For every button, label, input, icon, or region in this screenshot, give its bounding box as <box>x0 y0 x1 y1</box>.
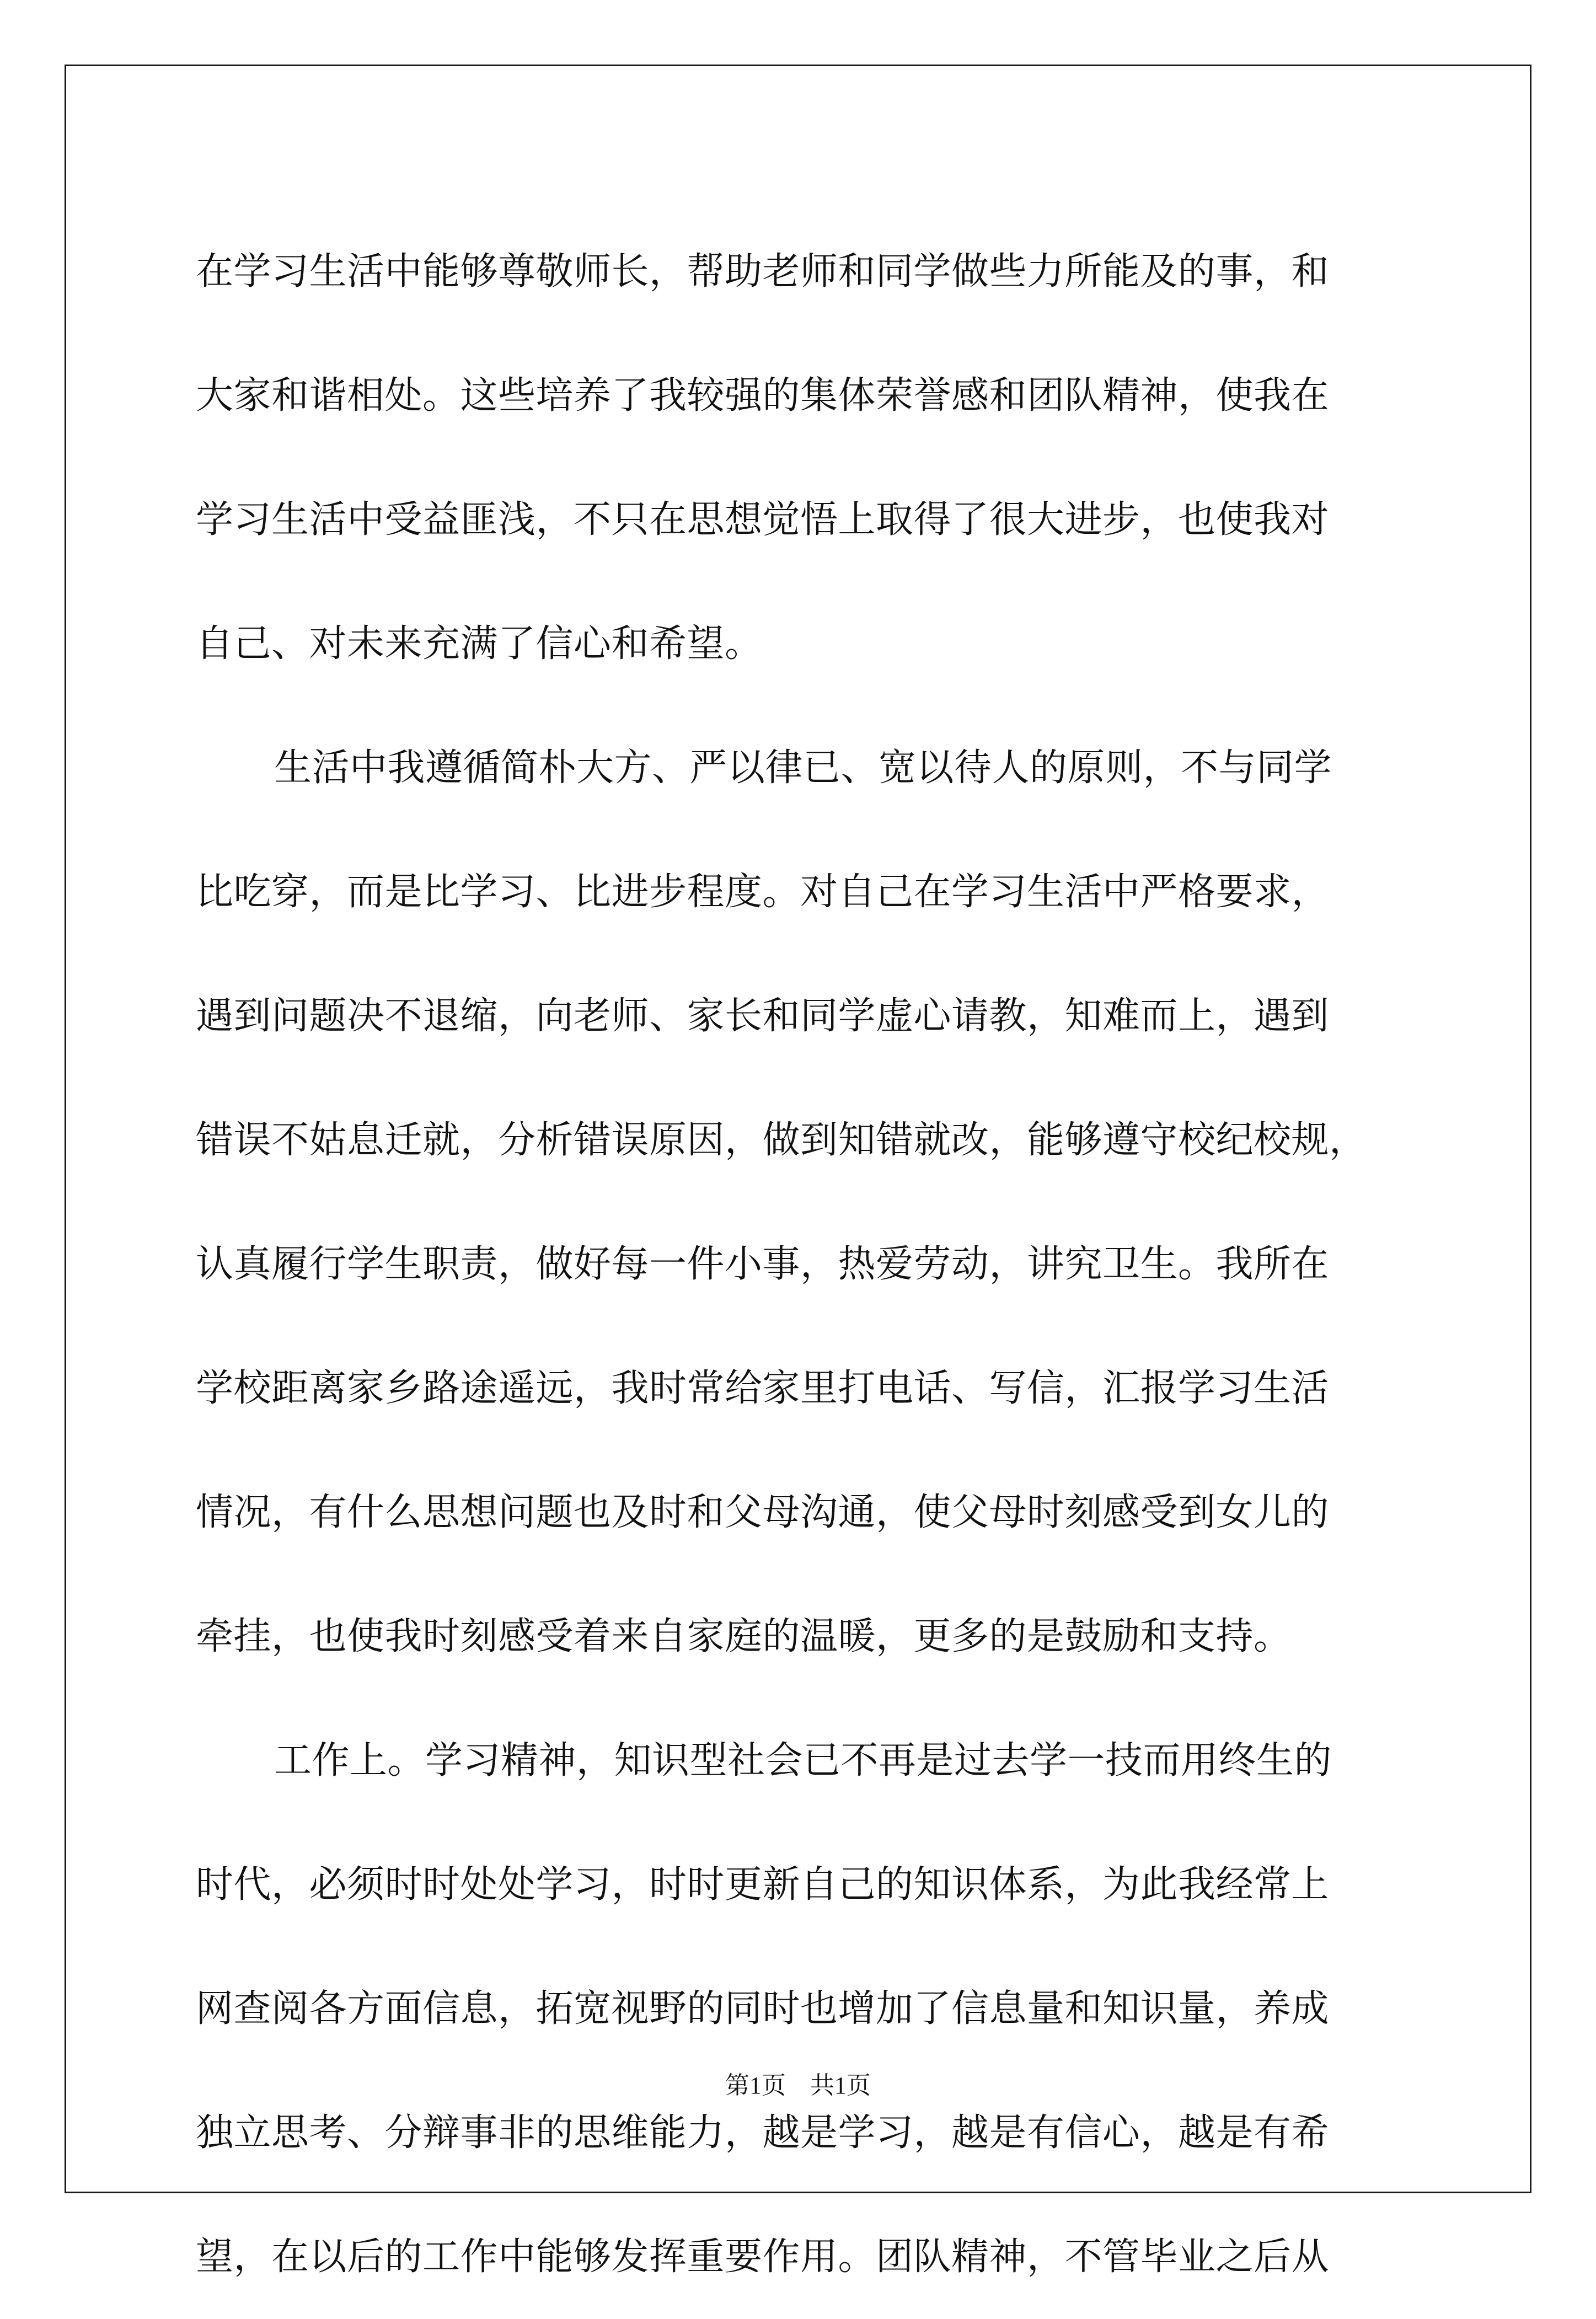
text-line: 错误不姑息迁就，分析错误原因，做到知错就改，能够遵守校纪校规， <box>196 1118 1367 1162</box>
text-line: 学习生活中受益匪浅，不只在思想觉悟上取得了很大进步，也使我对 <box>196 498 1330 542</box>
text-line: 学校距离家乡路途遥远，我时常给家里打电话、写信，汇报学习生活 <box>196 1367 1330 1410</box>
text-line: 比吃穿，而是比学习、比进步程度。对自己在学习生活中严格要求， <box>196 870 1330 914</box>
text-line: 生活中我遵循简朴大方、严以律已、宽以待人的原则，不与同学 <box>274 746 1332 790</box>
text-line: 自己、对未来充满了信心和希望。 <box>196 622 763 666</box>
text-line: 时代，必须时时处处学习，时时更新自己的知识体系，为此我经常上 <box>196 1863 1330 1906</box>
text-line: 望，在以后的工作中能够发挥重要作用。团队精神，不管毕业之后从 <box>196 2235 1330 2279</box>
text-line: 工作上。学习精神，知识型社会已不再是过去学一技而用终生的 <box>274 1739 1332 1782</box>
text-line: 情况，有什么思想问题也及时和父母沟通，使父母时刻感受到女儿的 <box>196 1491 1330 1534</box>
text-line: 遇到问题决不退缩，向老师、家长和同学虚心请教，知难而上，遇到 <box>196 994 1330 1038</box>
text-line: 网查阅各方面信息，拓宽视野的同时也增加了信息量和知识量，养成 <box>196 1987 1330 2031</box>
text-line: 大家和谐相处。这些培养了我较强的集体荣誉感和团队精神，使我在 <box>196 374 1330 417</box>
document-body <box>196 210 1437 2319</box>
text-line: 牵挂，也使我时刻感受着来自家庭的温暖，更多的是鼓励和支持。 <box>196 1615 1292 1658</box>
text-line: 独立思考、分辩事非的思维能力，越是学习，越是有信心，越是有希 <box>196 2111 1330 2155</box>
text-line: 在学习生活中能够尊敬师长，帮助老师和同学做些力所能及的事，和 <box>196 250 1330 293</box>
page-number-footer: 第1页 共1页 <box>725 2072 871 2099</box>
text-line: 认真履行学生职责，做好每一件小事，热爱劳动，讲究卫生。我所在 <box>196 1242 1330 1286</box>
